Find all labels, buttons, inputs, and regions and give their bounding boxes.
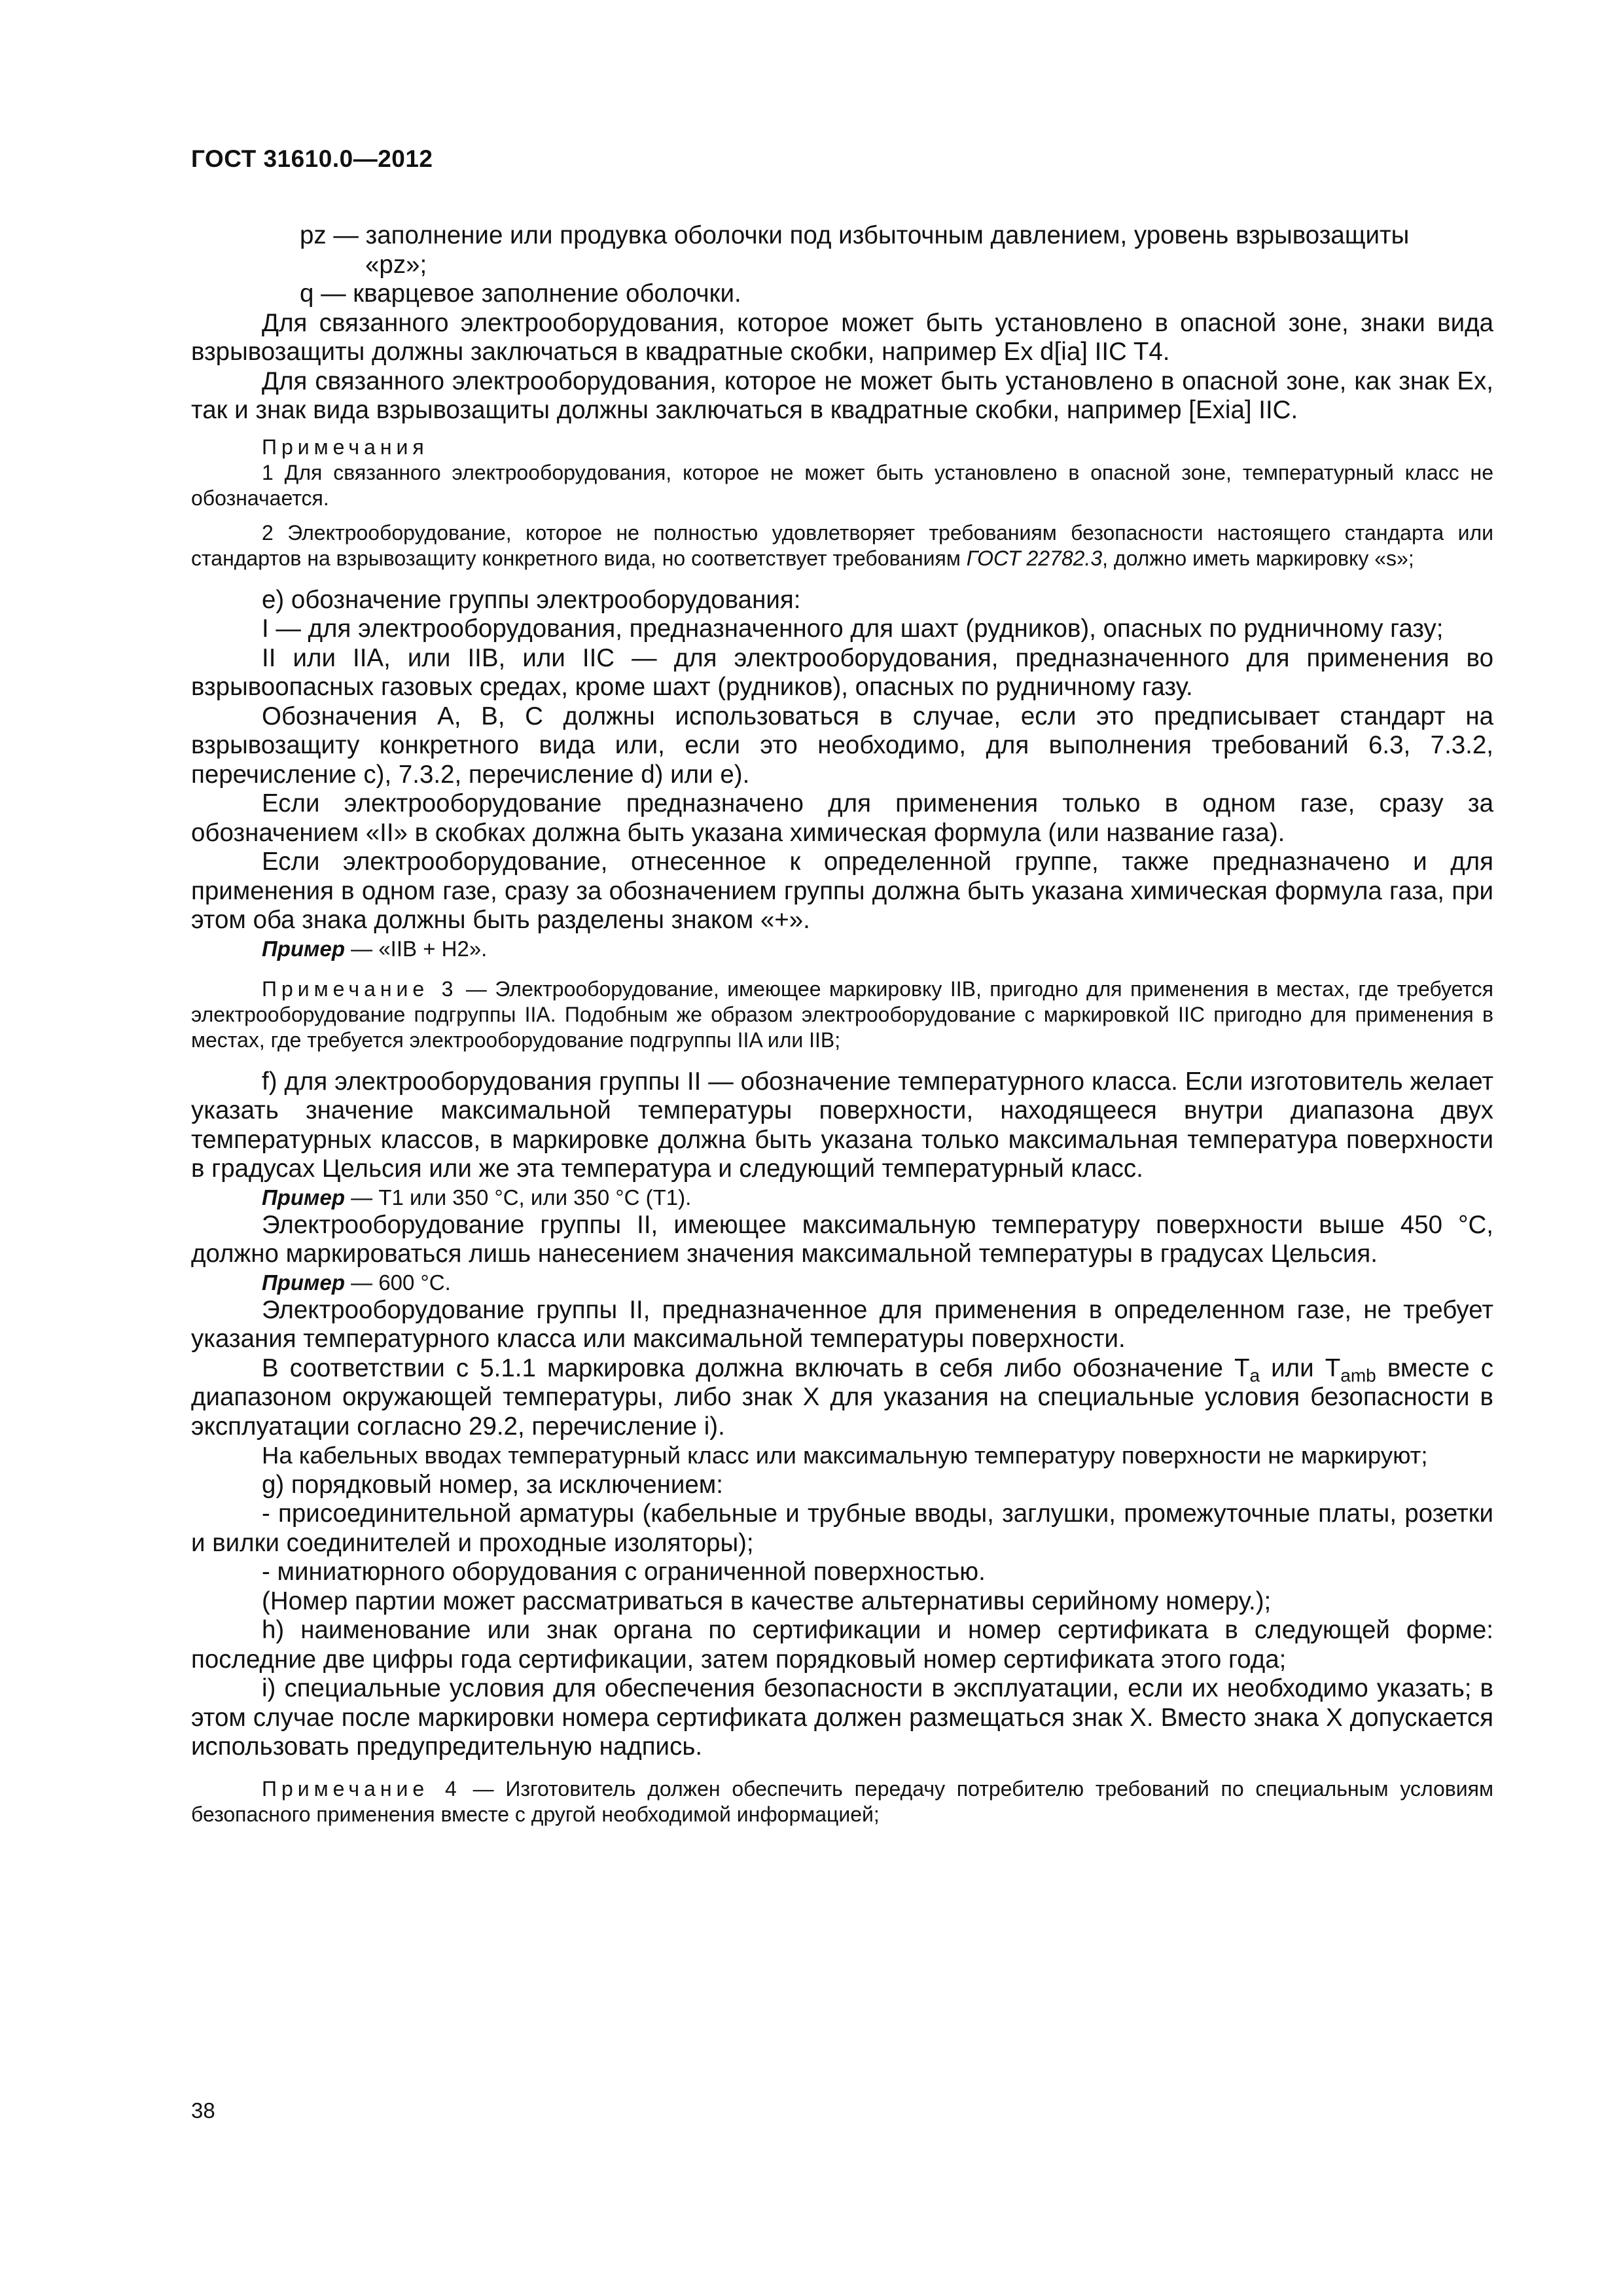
paragraph-abc: Обозначения A, B, C должны использоваться в случае, если это предписывает стандарт на взрывозащиту конкретного вида или, если это необходимо, для выполнения требований 6.3, 7.3.2, перечисление c), 7.3.2, перечисление d) или e).	[191, 702, 1493, 789]
note-4	[191, 1776, 1493, 1827]
item-g: g) порядковый номер, за исключением:	[262, 1470, 723, 1499]
paragraph-associated-1: Для связанного электрооборудования, которое может быть установлено в опасной зоне, знаки вида взрывозащиты должны заключаться в квадратные скобки, например Ex d[ia] IIC T4.	[191, 308, 1493, 366]
note-3	[191, 977, 1493, 1053]
example-label: Пример	[262, 1185, 345, 1210]
note-2	[191, 520, 1493, 571]
example-label: Пример	[262, 1270, 345, 1295]
paragraph-group-gas: Если электрооборудование, отнесенное к определенной группе, также предназначено и для применения в одном газе, сразу за обозначением группы должна быть указана химическая формула газа, при этом оба знака должны быть разделены знаком «+».	[191, 848, 1493, 934]
document-body	[191, 221, 1493, 1827]
paragraph-associated-2: Для связанного электрооборудования, которое не может быть установлено в опасной зоне, как знак Ex, так и знак вида взрывозащиты должны заключаться в квадратные скобки, например [Exia] IIC.	[191, 367, 1493, 424]
notes-title: Примечания	[262, 435, 429, 459]
q-definition: q — кварцевое заполнение оболочки.	[300, 279, 741, 308]
example-3-text: — 600 °C.	[344, 1270, 451, 1295]
pz-line-2: «pz»;	[365, 250, 427, 279]
group-II: II или IIA, или IIB, или IIC — для электрооборудования, предназначенного для применения во взрывоопасных газовых средах, кроме шахт (рудников), опасных по рудничному газу.	[191, 643, 1493, 701]
para-511-a: В соответствии с 5.1.1 маркировка должна включать в себя либо обозначение T	[262, 1354, 1250, 1382]
para-511-c: вместе с диапазоном окружающей температуры, либо знак X для указания на специальные условия безопасности в эксплуатации согласно 29.2, перечисление i).	[191, 1354, 1493, 1441]
pz-definition	[191, 221, 1493, 279]
item-g-dash-1: - присоединительной арматуры (кабельные и трубные вводы, заглушки, промежуточные платы, розетки и вилки соединителей и проходные изоляторы);	[191, 1499, 1493, 1557]
example-1-text: — «IIB + H2».	[344, 936, 488, 961]
example-label: Пример	[262, 936, 345, 961]
item-e: e) обозначение группы электрооборудования:	[262, 585, 801, 614]
paragraph-cable: На кабельных вводах температурный класс или максимальную температуру поверхности не маркируют;	[262, 1442, 1428, 1469]
note-2-text-a: 2 Электрооборудование, которое не полностью удовлетворяет требованиям безопасности настоящего стандарта или стандартов на взрывозащиту конкретного вида, но соответствует требованиям	[191, 520, 1493, 570]
paragraph-450: Электрооборудование группы II, имеющее максимальную температуру поверхности выше 450 °C, должно маркироваться лишь нанесением значения максимальной температуры в градусах Цельсия.	[191, 1210, 1493, 1268]
paragraph-5-1-1	[191, 1354, 1493, 1442]
paragraph-one-gas-temp: Электрооборудование группы II, предназначенное для применения в определенном газе, не требует указания температурного класса или максимальной температуры поверхности.	[191, 1295, 1493, 1353]
group-I: I — для электрооборудования, предназначенного для шахт (рудников), опасных по рудничному газу;	[262, 615, 1444, 643]
page-number: 38	[191, 2098, 215, 2123]
note-4-label: Примечание 4	[262, 1776, 461, 1801]
pz-line-1: pz — заполнение или продувка оболочки под избыточным давлением, уровень взрывозащиты	[300, 221, 1410, 249]
note-2-ref: ГОСТ 22782.3	[966, 546, 1103, 570]
item-g-batch: (Номер партии может рассматриваться в качестве альтернативы серийному номеру.);	[262, 1587, 1272, 1615]
subscript-a: a	[1249, 1365, 1260, 1386]
note-1: 1 Для связанного электрооборудования, которое не может быть установлено в опасной зоне, температурный класс не обозначается.	[191, 460, 1493, 510]
item-h: h) наименование или знак органа по сертификации и номер сертификата в следующей форме: последние две цифры года сертификации, затем порядковый номер сертификата этого года;	[191, 1616, 1493, 1674]
note-3-text: — Электрооборудование, имеющее маркировку IIB, пригодно для применения в местах, где требуется электрооборудование подгруппы IIA. Подобным же образом электрооборудование с маркировкой IIC пригодно для применения в местах, где требуется электрооборудование подгруппы IIA или IIB;	[191, 977, 1494, 1052]
note-2-text-b: , должно иметь маркировку «s»;	[1102, 546, 1414, 570]
note-3-label: Примечание 3	[262, 977, 458, 1001]
subscript-amb: amb	[1340, 1365, 1376, 1386]
example-3	[191, 1269, 1493, 1296]
example-1	[191, 935, 1493, 962]
item-f: f) для электрооборудования группы II — обозначение температурного класса. Если изготовитель желает указать значение максимальной температуры поверхности, находящееся внутри диапазона двух температурных классов, в маркировке должна быть указана только максимальная температура поверхности в градусах Цельсия или же эта температура и следующий температурный класс.	[191, 1067, 1493, 1183]
example-2-text: — T1 или 350 °C, или 350 °C (T1).	[344, 1185, 692, 1210]
paragraph-one-gas: Если электрооборудование предназначено для применения только в одном газе, сразу за обозначением «II» в скобках должна быть указана химическая формула (или название газа).	[191, 789, 1493, 847]
para-511-b: или T	[1260, 1354, 1341, 1382]
item-i: i) специальные условия для обеспечения безопасности в эксплуатации, если их необходимо указать; в этом случае после маркировки номера сертификата должен размещаться знак X. Вместо знака X допускается использовать предупредительную надпись.	[191, 1674, 1493, 1761]
note-4-text: — Изготовитель должен обеспечить передачу потребителю требований по специальным условиям безопасного применения вместе с другой необходимой информацией;	[191, 1776, 1494, 1826]
example-2	[191, 1184, 1493, 1211]
document-header: ГОСТ 31610.0—2012	[191, 145, 433, 172]
item-g-dash-2: - миниатюрного оборудования с ограниченной поверхностью.	[262, 1558, 986, 1586]
